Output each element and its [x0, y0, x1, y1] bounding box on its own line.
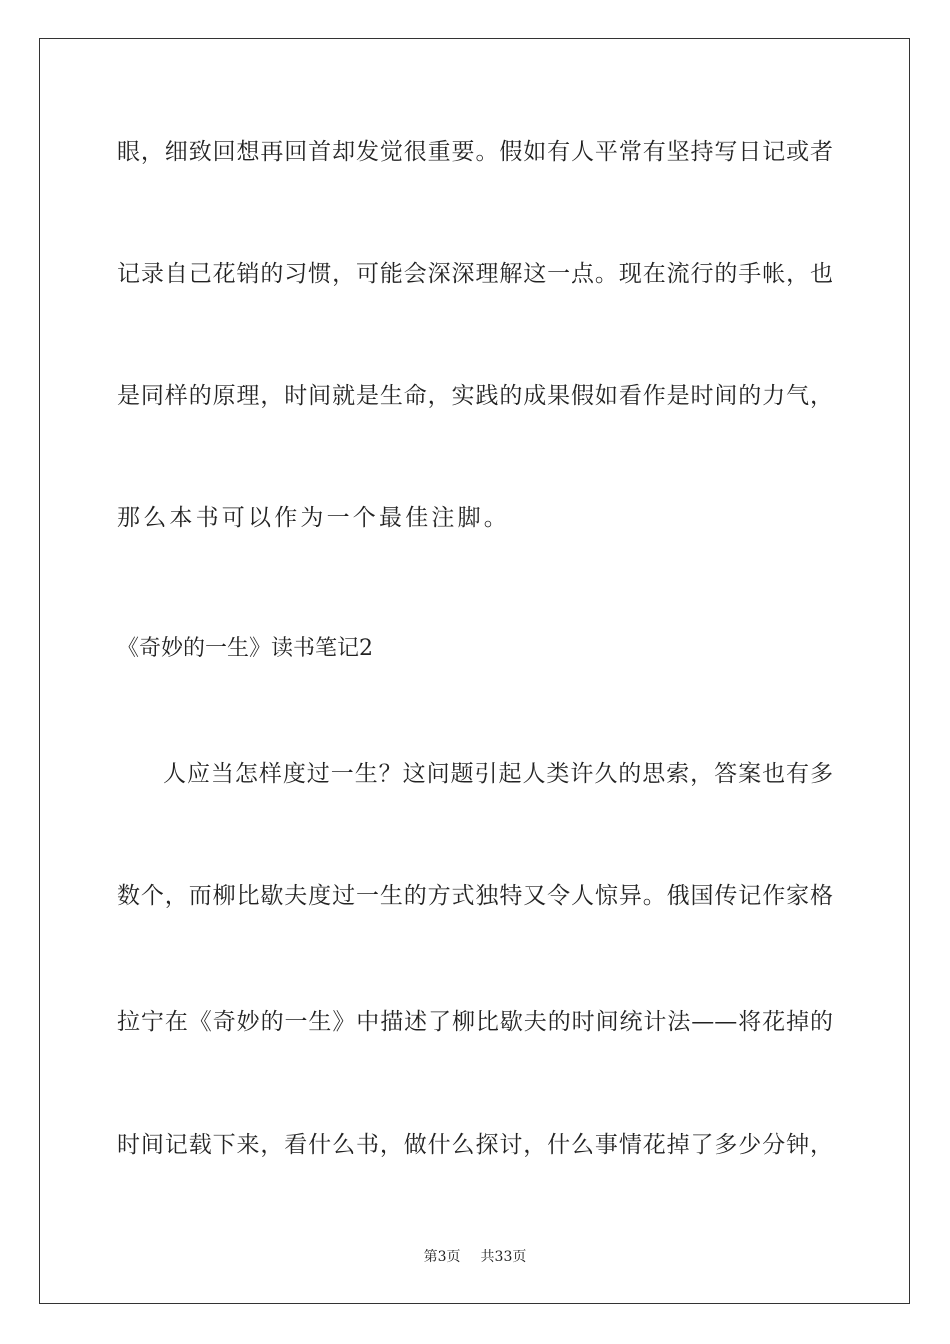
body-line-1: 眼，细致回想再回首却发觉很重要。假如有人平常有坚持写日记或者: [117, 139, 833, 165]
page-number: 第3页: [423, 1249, 461, 1265]
paragraph2-line-3: 拉宁在《奇妙的一生》中描述了柳比歇夫的时间统计法——将花掉的: [117, 1009, 833, 1035]
body-line-2: 记录自己花销的习惯，可能会深深理解这一点。现在流行的手帐，也: [117, 261, 833, 287]
paragraph2-line-1: 人应当怎样度过一生？这问题引起人类许久的思索，答案也有多: [163, 761, 833, 787]
body-line-4: 那么本书可以作为一个最佳注脚。: [117, 505, 510, 531]
paragraph2-line-4: 时间记载下来，看什么书，做什么探讨，什么事情花掉了多少分钟，: [117, 1132, 833, 1158]
page-footer: [0, 1247, 950, 1267]
page-total: 共33页: [480, 1249, 527, 1265]
section-heading: 《奇妙的一生》读书笔记2: [117, 636, 373, 661]
page-border: [39, 38, 910, 1304]
body-line-3: 是同样的原理，时间就是生命，实践的成果假如看作是时间的力气，: [117, 383, 833, 409]
paragraph2-line-2: 数个，而柳比歇夫度过一生的方式独特又令人惊异。俄国传记作家格: [117, 883, 833, 909]
